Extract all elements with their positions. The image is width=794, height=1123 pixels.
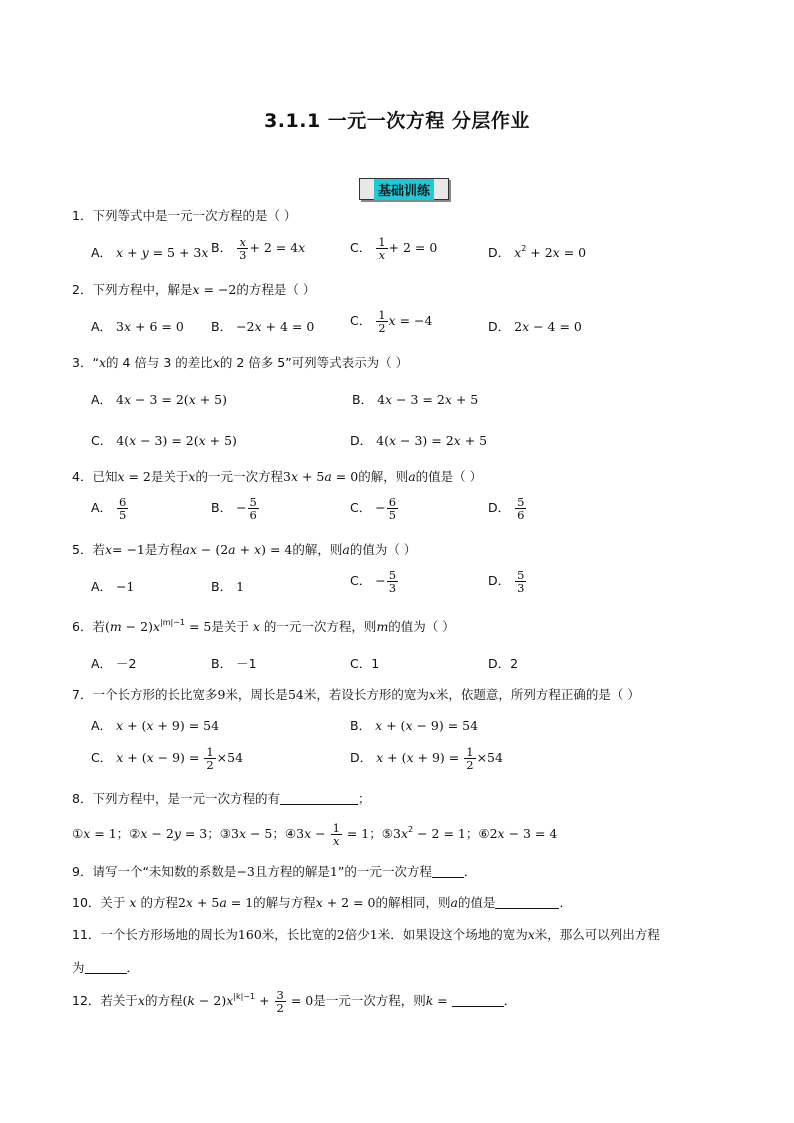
- answer-blank[interactable]: [495, 896, 559, 909]
- answer-blank[interactable]: [452, 994, 504, 1007]
- section-label: 基础训练: [374, 179, 434, 200]
- q7-option-d: D． x + (x + 9) = $\frac{1}{2}$ ×54: [350, 745, 503, 773]
- q7-option-c: C． x + (x − 9) = $\frac{1}{2}$ ×54: [91, 745, 244, 773]
- q5-option-c: C． − $\frac{5}{3}$: [350, 568, 397, 596]
- question-5: 5．若x= −1是方程ax − (2a + x) = 4的解，则a的值为（ ）: [72, 542, 417, 557]
- question-9: 9．请写一个“未知数的系数是−3且方程的解是1”的一元一次方程 ．: [72, 864, 477, 879]
- page-title: 3.1.1 一元一次方程 分层作业: [264, 110, 530, 132]
- q6-option-b: B． －1: [211, 656, 257, 671]
- q6-option-d: D．2: [488, 656, 519, 671]
- q1-option-b: B． $\frac{x}{3}$ + 2 = 4x: [211, 235, 306, 263]
- q3-option-c: C． 4(x − 3) = 2(x + 5): [91, 433, 237, 448]
- q4-option-b: B． − $\frac{5}{6}$: [211, 495, 257, 523]
- question-7: 7．一个长方形的长比宽多9米，周长是54米，若设长方形的宽为x米，依题意，所列方程正确的是（ ）: [72, 687, 640, 702]
- question-10: 10．关于 x 的方程2x + 5a = 1的解与方程x + 2 = 0的解相同，则a的值是 ．: [72, 895, 572, 910]
- q4-option-d: D． $\frac{5}{6}$: [488, 495, 525, 523]
- q3-option-d: D． 4(x − 3) = 2x + 5: [350, 433, 488, 448]
- q2-option-a: A． 3x + 6 = 0: [91, 319, 184, 334]
- q4-option-c: C． − $\frac{6}{5}$: [350, 495, 397, 523]
- question-6: 6．若$(m - 2)x^{|m|-1} = 5$是关于 x 的一元一次方程，则m的值为（ ）: [72, 618, 455, 634]
- q5-option-d: D． $\frac{5}{3}$: [488, 568, 525, 596]
- question-1: 1．下列等式中是一元一次方程的是（ ）: [72, 208, 297, 223]
- q1-option-a: A． x + y = 5 + 3x: [91, 245, 209, 260]
- q7-option-b: B． x + (x − 9) = 54: [350, 718, 479, 733]
- section-badge: [359, 178, 449, 200]
- q3-option-a: A． 4x − 3 = 2(x + 5): [91, 392, 227, 407]
- q7-option-a: A． x + (x + 9) = 54: [91, 718, 220, 733]
- q1-option-d: D． $x^2 + 2x = 0$: [488, 244, 587, 260]
- q3-option-b: B． 4x − 3 = 2x + 5: [352, 392, 479, 407]
- q6-option-a: A． －2: [91, 656, 137, 671]
- q5-option-a: A． −1: [91, 579, 135, 594]
- answer-blank[interactable]: [432, 865, 464, 878]
- q6-option-c: C．1: [350, 656, 380, 671]
- q8-equations: ①x = 1；②x − 2y = 3；③3x − 5；④3x − $\frac{1}{x}$ = 1；$⑤3x^2 - 2 = 1$；⑥2x − 3 = 4: [72, 821, 558, 849]
- q5-option-b: B． 1: [211, 579, 245, 594]
- question-11: 11．一个长方形场地的周长为160米，长比宽的2倍少1米．如果设这个场地的宽为x米，那么可以列出方程: [72, 927, 660, 942]
- answer-blank[interactable]: [85, 961, 127, 974]
- answer-blank[interactable]: [280, 792, 358, 805]
- q2-option-d: D． 2x − 4 = 0: [488, 319, 582, 334]
- q2-option-c: C． $\frac{1}{2}$ x = −4: [350, 308, 433, 336]
- question-2: 2．下列方程中，解是x = −2的方程是（ ）: [72, 282, 316, 297]
- q1-option-c: C． $\frac{1}{x}$ + 2 = 0: [350, 235, 438, 263]
- question-4: 4．已知x = 2是关于x的一元一次方程3x + 5a = 0的解，则a的值是（ ）: [72, 469, 483, 484]
- question-8: 8．下列方程中，是一元一次方程的有 ；: [72, 791, 371, 806]
- q2-option-b: B． −2x + 4 = 0: [211, 319, 315, 334]
- q4-option-a: A． $\frac{6}{5}$: [91, 495, 127, 523]
- question-3: 3．“x的 4 倍与 3 的差比x的 2 倍多 5”可列等式表示为（ ）: [72, 355, 409, 370]
- question-11-cont: 为 ．: [72, 960, 140, 975]
- question-12: 12．若关于x的方程$(k - 2)x^{|k|-1}$ + $\frac{3}{2}$ = 0是一元一次方程，则k = ．: [72, 988, 517, 1016]
